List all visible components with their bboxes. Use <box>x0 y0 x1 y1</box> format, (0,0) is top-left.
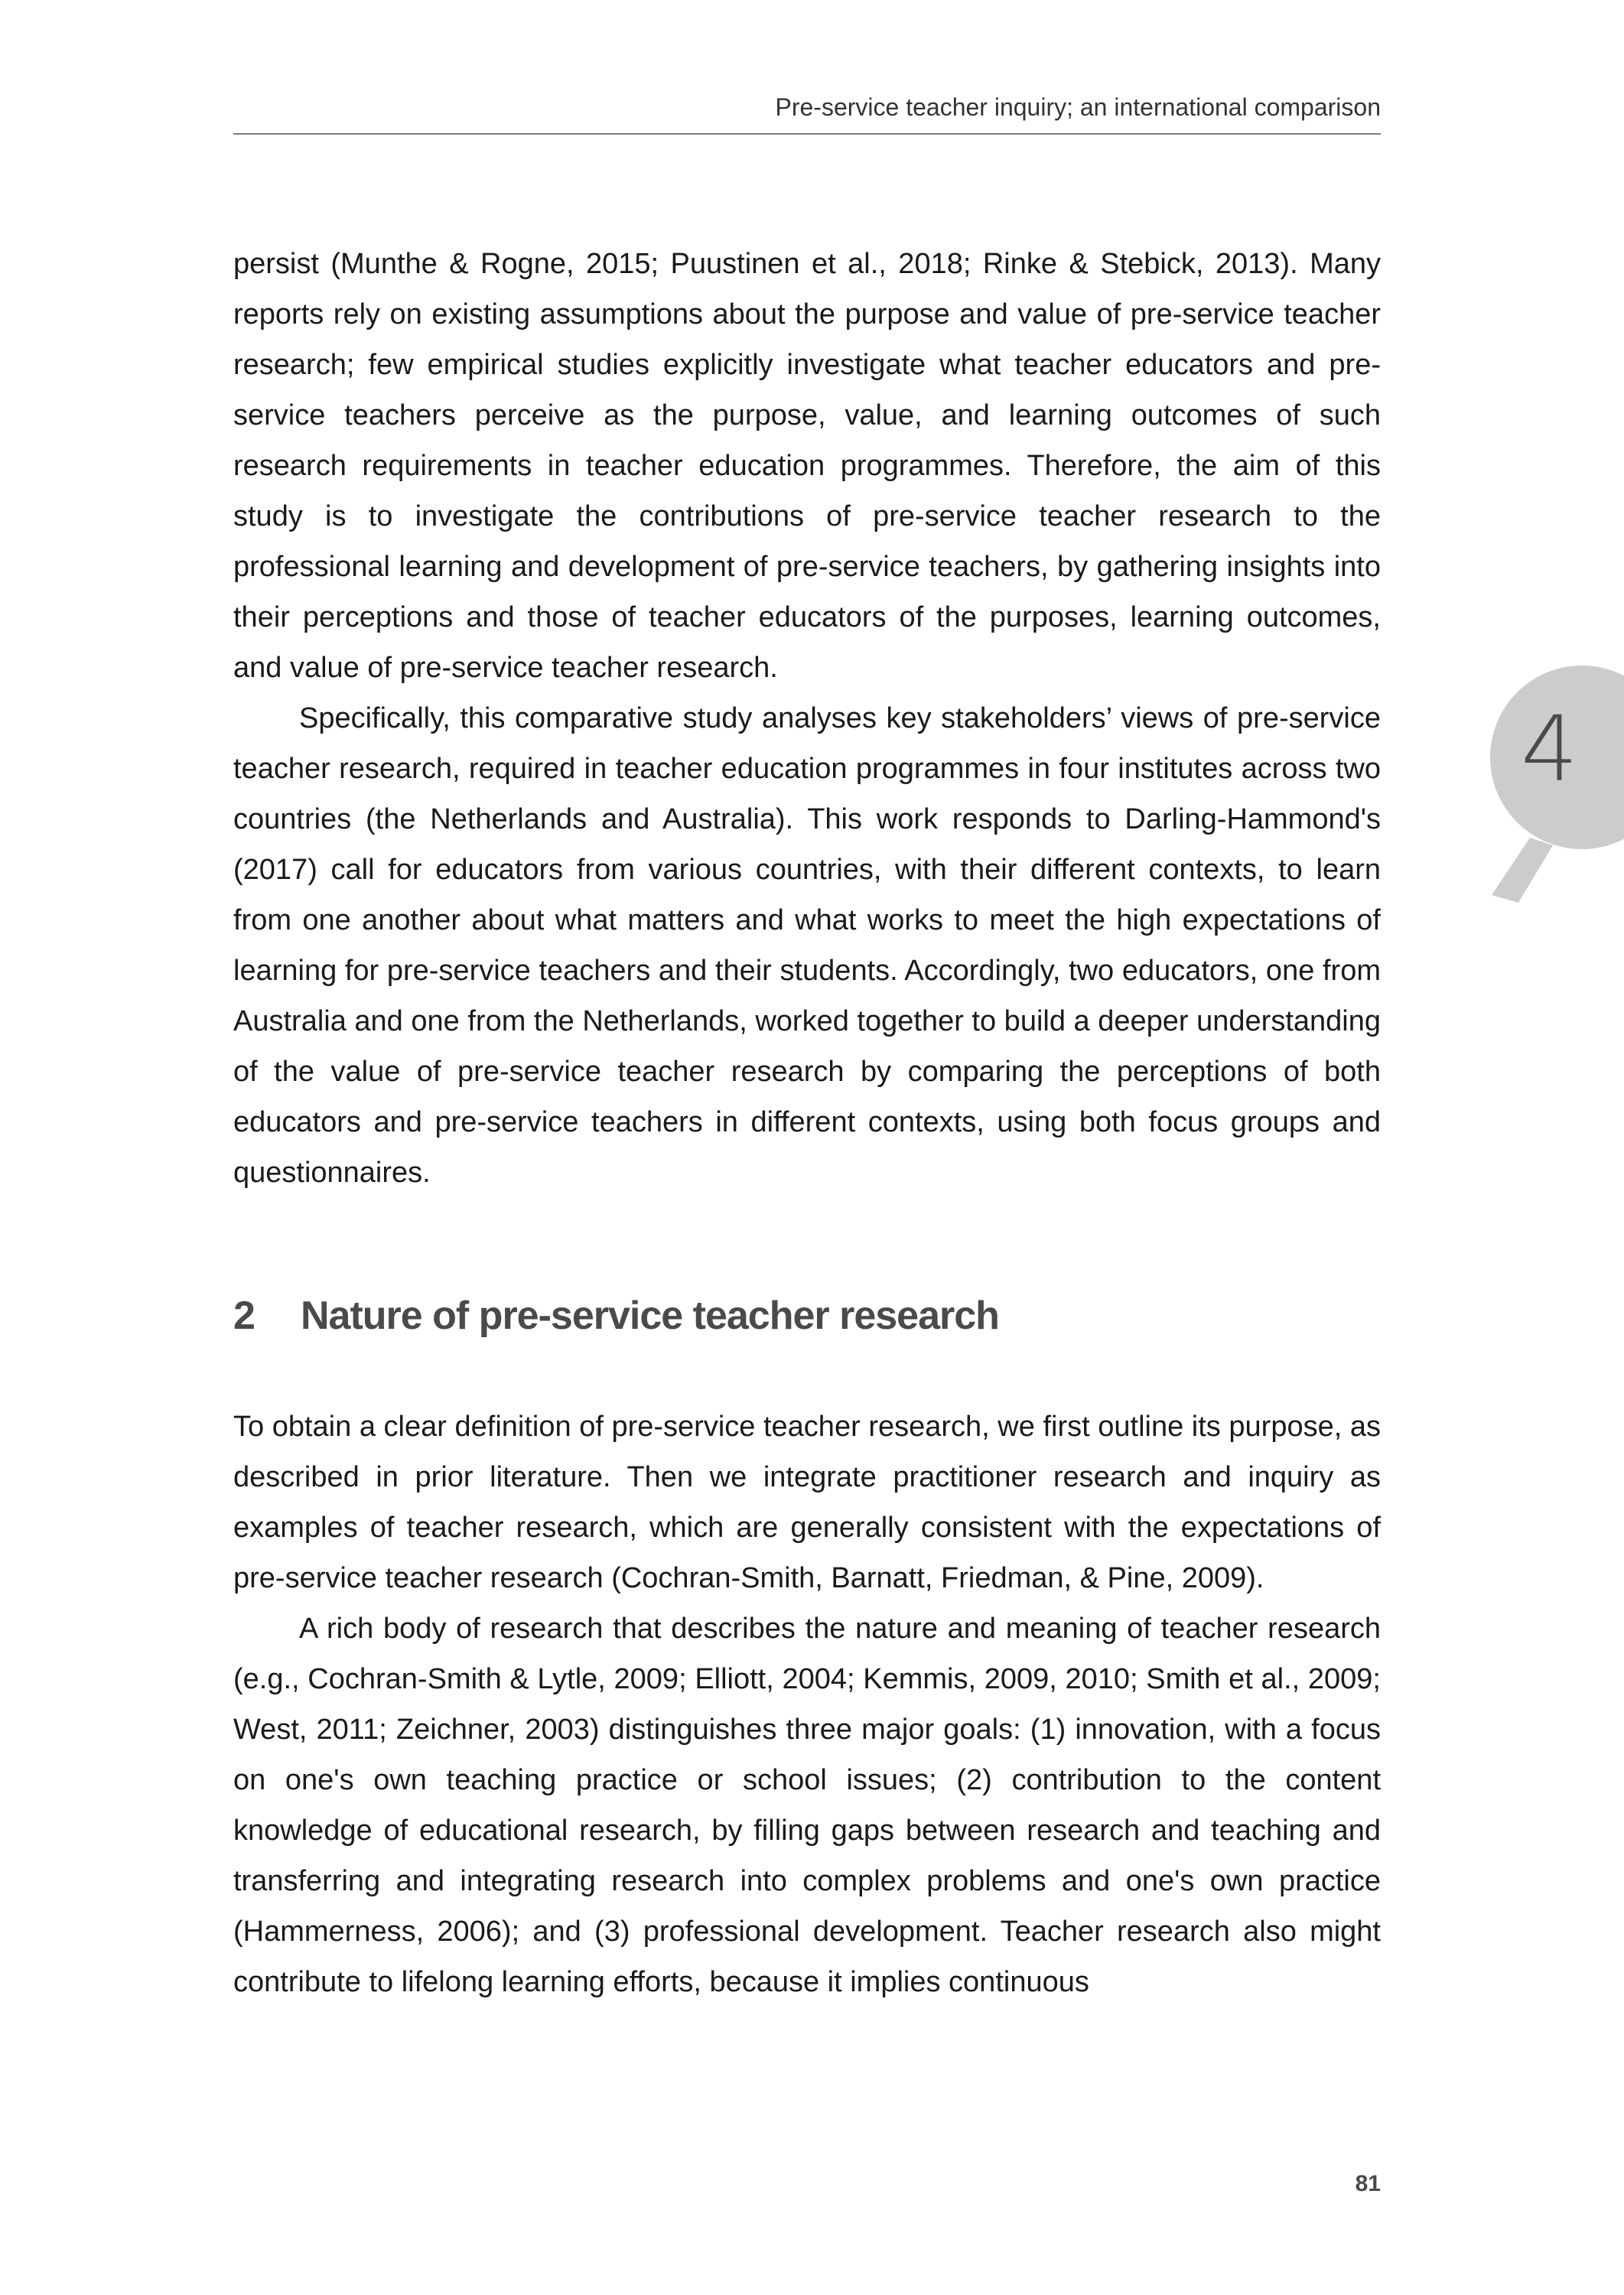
chapter-number: 4 <box>1521 696 1579 802</box>
paragraph: A rich body of research that describes the nature and meaning of teacher research (e.g., Cochran-Smith & Lytle, 2009; Elliott, 2004; Kemmis, 2009, 2010; Smith et al., 2009; West, 2011; Zeichner, 2003) distinguishes three major goals: (1) innovation, with a focus on one's own teaching practice or school issues; (2) contribution to the content knowledge of educational research, by filling gaps between research and teaching and transferring and integrating research into complex problems and one's own practice (Hammerness, 2006); and (3) professional development. Teacher research also might contribute to lifelong learning efforts, because it implies continuous <box>233 1613 1381 1998</box>
section-heading <box>233 1293 999 1339</box>
section-number: 2 <box>233 1294 255 1338</box>
page-number: 81 <box>1355 2171 1381 2196</box>
running-header: Pre-service teacher inquiry; an international comparison <box>775 93 1381 121</box>
header-rule <box>233 133 1381 135</box>
section-title: Nature of pre-service teacher research <box>301 1294 999 1338</box>
paragraph: Specifically, this comparative study analyses key stakeholders’ views of pre-service teacher research, required in teacher education programmes in four institutes across two countries (the Netherlands and Australia). This work responds to Darling-Hammond's (2017) call for educators from various countries, with their different contexts, to learn from one another about what matters and what works to meet the high expectations of learning for pre-service teachers and their students. Accordingly, two educators, one from Australia and one from the Netherlands, worked together to build a deeper understanding of the value of pre-service teacher research by comparing the perceptions of both educators and pre-service teachers in different contexts, using both focus groups and questionnaires. <box>233 702 1381 1189</box>
paragraph: persist (Munthe & Rogne, 2015; Puustinen et al., 2018; Rinke & Stebick, 2013). Many reports rely on existing assumptions about the purpose and value of pre-service teacher research; few empirical studies explicitly investigate what teacher educators and pre-service teachers perceive as the purpose, value, and learning outcomes of such research requirements in teacher education programmes. Therefore, the aim of this study is to investigate the contributions of pre-service teacher research to the professional learning and development of pre-service teachers, by gathering insights into their perceptions and those of teacher educators of the purposes, learning outcomes, and value of pre-service teacher research. <box>233 248 1381 684</box>
section-text-block <box>233 1401 1381 2007</box>
intro-text-block <box>233 239 1381 1198</box>
paragraph: To obtain a clear definition of pre-service teacher research, we first outline its purpose, as described in prior literature. Then we integrate practitioner research and inquiry as examples of teacher research, which are generally consistent with the expectations of pre-service teacher research (Cochran-Smith, Barnatt, Friedman, & Pine, 2009). <box>233 1411 1381 1594</box>
